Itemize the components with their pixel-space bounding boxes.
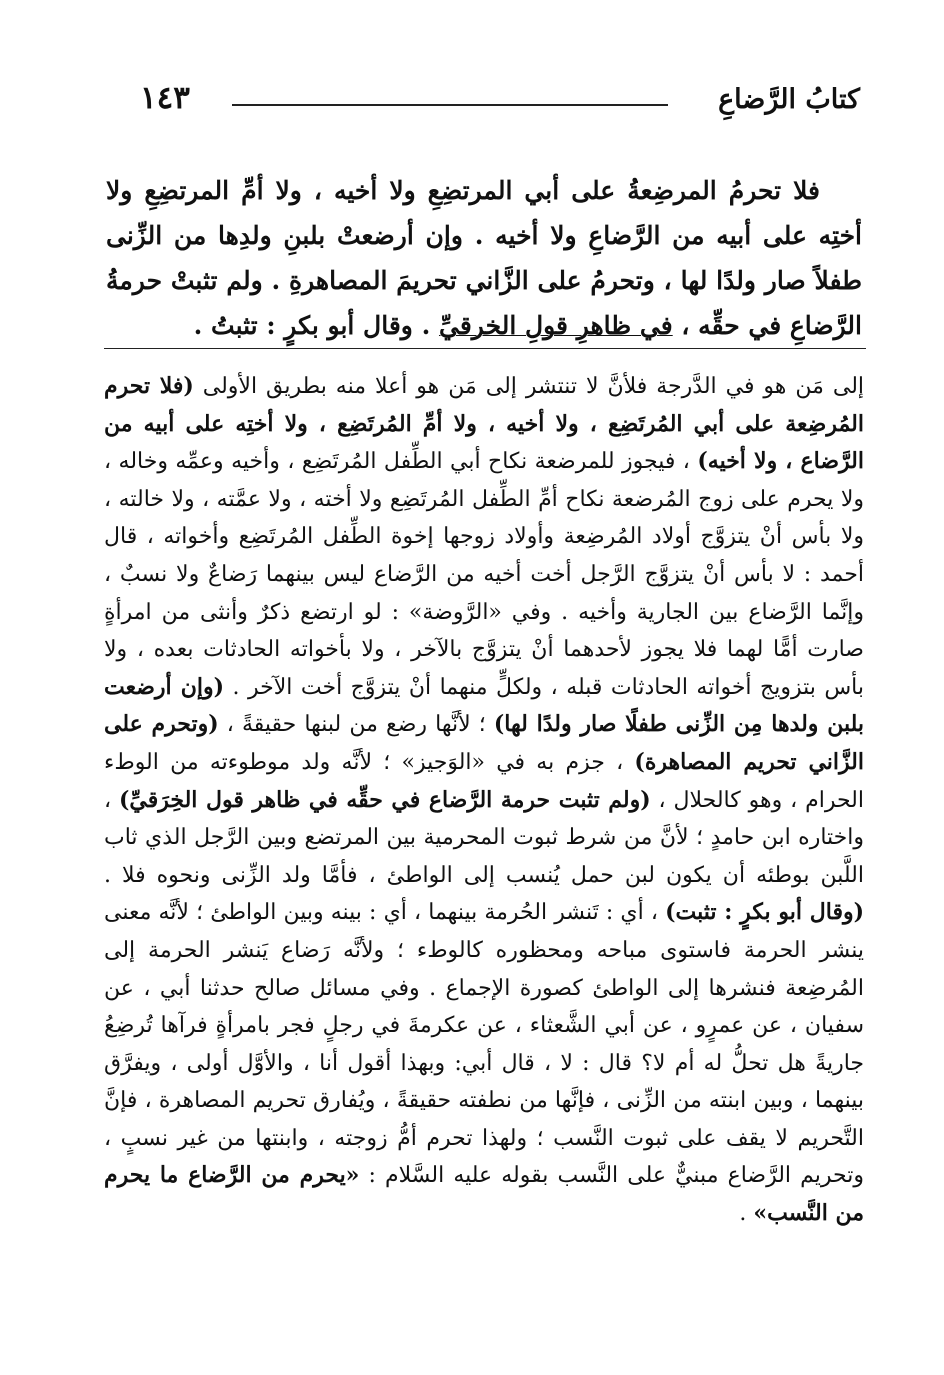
text-divider bbox=[104, 348, 866, 349]
commentary-text-run: ، أي : تَنشر الحُرمة بينهما ، أي : بينه وبين الواطئ ؛ لأنَّه معنى ينشر الحرمة فاستوى مباحه ومحظوره كالوطء ؛ ولأنَّه رَضاع يَنشر الحرمة إلى المُرضِعة فنشرها إلى الواطئ كصورة الإجماع . وفي مسائل صالح حدثنا أبي ، عن سفيان ، عن عمرٍو ، عن أبي الشَّعثاء ، عن عكرمةَ في رجلٍ فجر بامرأةٍ فرآها تُرضِعُ جاريةً هل تحلُّ له أم لا؟ قال : لا ، قال أبي: وبهذا أقول أنا ، والأوَّل أولى ، ويفرَّق بينهما ، وبين ابنته من الزِّنى ، فإنَّها من نطفته حقيقةً ، ويُفارق تحريم المصاهرة ، فإنَّ التَّحريم لا يقف على ثبوت النَّسب ؛ ولهذا تحرم أمُّ زوجته ، وابنتها من غير نسبٍ ، وتحريم الرَّضاع مبنيٌّ على النَّسب بقوله عليه السَّلام : bbox=[104, 900, 864, 1189]
commentary-text-run: إلى مَن هو في الدَّرجة فلأنَّ لا تنتشر إلى مَن هو أعلا منه بطريق الأولى bbox=[193, 374, 865, 399]
quoted-main-text: (وإن أرضعت بلبن ولدها مِن الزِّنى طفلًا صار ولدًا لها) bbox=[104, 673, 864, 738]
main-text bbox=[106, 168, 862, 348]
quoted-main-text: (فلا تحرم المُرضِعة على أبي المُرتَضِع ، ولا أخيه ، ولا أمِّ المُرتَضِع ، ولا أختِه على أبيه من الرَّضاع ، ولا أخيه) bbox=[104, 373, 864, 475]
commentary-text-run: ، جزم به في «الوَجيز» ؛ لأنَّه ولد موطوءته من الوطء الحرام ، وهو كالحلال ، bbox=[104, 749, 864, 813]
commentary-paragraph bbox=[104, 368, 864, 1233]
commentary-text-run: ، واختاره ابن حامدٍ ؛ لأنَّ من شرط ثبوت المحرمية بين المرتضع وبين الرَّجل الذي ثاب اللَّبن بوطئه أن يكون لبن حمل يُنسب إلى الواطئ ، فأمَّا ولد الزِّنى ونحوه فلا . bbox=[104, 787, 864, 888]
main-text-sentence: . وقال أبو بكرٍ : تثبتُ . bbox=[193, 311, 439, 340]
main-text-sentence: فلا تحرمُ المرضِعةُ على أبي المرتضِعِ ولا أخيه ، ولا أمِّ المرتضِعِ ولا أختِه على أبيه من الرَّضاعِ ولا أخيه . bbox=[106, 176, 863, 250]
page-number: ١٤٣ bbox=[140, 80, 190, 116]
commentary-text-run: ، فيجوز للمرضعة نكاح أبي الطِّفل المُرتَضِع ، وأخيه وعمِّه وخاله ، ولا يحرم على زوج المُرضعة نكاح أمِّ الطِّفل المُرتَضِع ولا أخته ، ولا عمَّته ، ولا خالته ، ولا بأس أنْ يتزوَّج أولاد المُرضِعة وأولاد زوجها إخوة الطِّفل المُرتَضِع وأخواته ، قال أحمد : لا بأس أنْ يتزوَّج الرَّجل أخت أخيه من الرَّضاع ليس بينهما رَضاعٌ ولا نسبٌ ، وإنَّما الرَّضاع بين الجارية وأخيه . وفي «الرَّوضة» : لو ارتضع ذكرٌ وأنثى من امرأةٍ صارت أمًّا لهما فلا يجوز لأحدهما أنْ يتزوَّج بالآخر ، ولا بأخواته الحادثات بعده ، ولا بأس بتزويج أخواته الحادثات قبله ، ولكلٍّ منهما أنْ يتزوَّج أخت الآخر . bbox=[104, 449, 865, 700]
underlined-phrase: في ظاهرِ قولِ الخرقيِّ bbox=[438, 311, 673, 340]
main-text-paragraph bbox=[106, 168, 862, 348]
main-text-sentence: وإن أرضعتْ بلبنِ ولدِها من الزِّنى طفلاً صار ولدًا لها ، وتحرمُ على الزَّاني تحريمَ المصاهرةِ . bbox=[106, 221, 862, 295]
commentary-text bbox=[104, 368, 864, 1233]
quoted-main-text: (وتحرم على الزَّاني تحريم المصاهرة) bbox=[104, 711, 864, 775]
main-text-sentence: ولم تثبتْ حرمةُ الرَّضاعِ في حقِّه ، bbox=[106, 266, 862, 340]
quoted-main-text: (ولم تثبت حرمة الرَّضاع في حقِّه في ظاهر قول الخِرَقيِّ) bbox=[119, 786, 651, 813]
page-header bbox=[140, 80, 860, 124]
commentary-text-run: ؛ لأنَّها رضع من لبنها حقيقةً ، bbox=[218, 712, 494, 738]
hadith-quote: «يحرم من الرَّضاع ما يحرم من النَّسب» bbox=[104, 1162, 864, 1227]
commentary-text-run: . bbox=[739, 1201, 754, 1227]
running-title: كتابُ الرَّضاعِ bbox=[718, 84, 860, 115]
header-rule bbox=[232, 104, 668, 106]
quoted-main-text: (وقال أبو بكرٍ : تثبت) bbox=[665, 899, 865, 926]
